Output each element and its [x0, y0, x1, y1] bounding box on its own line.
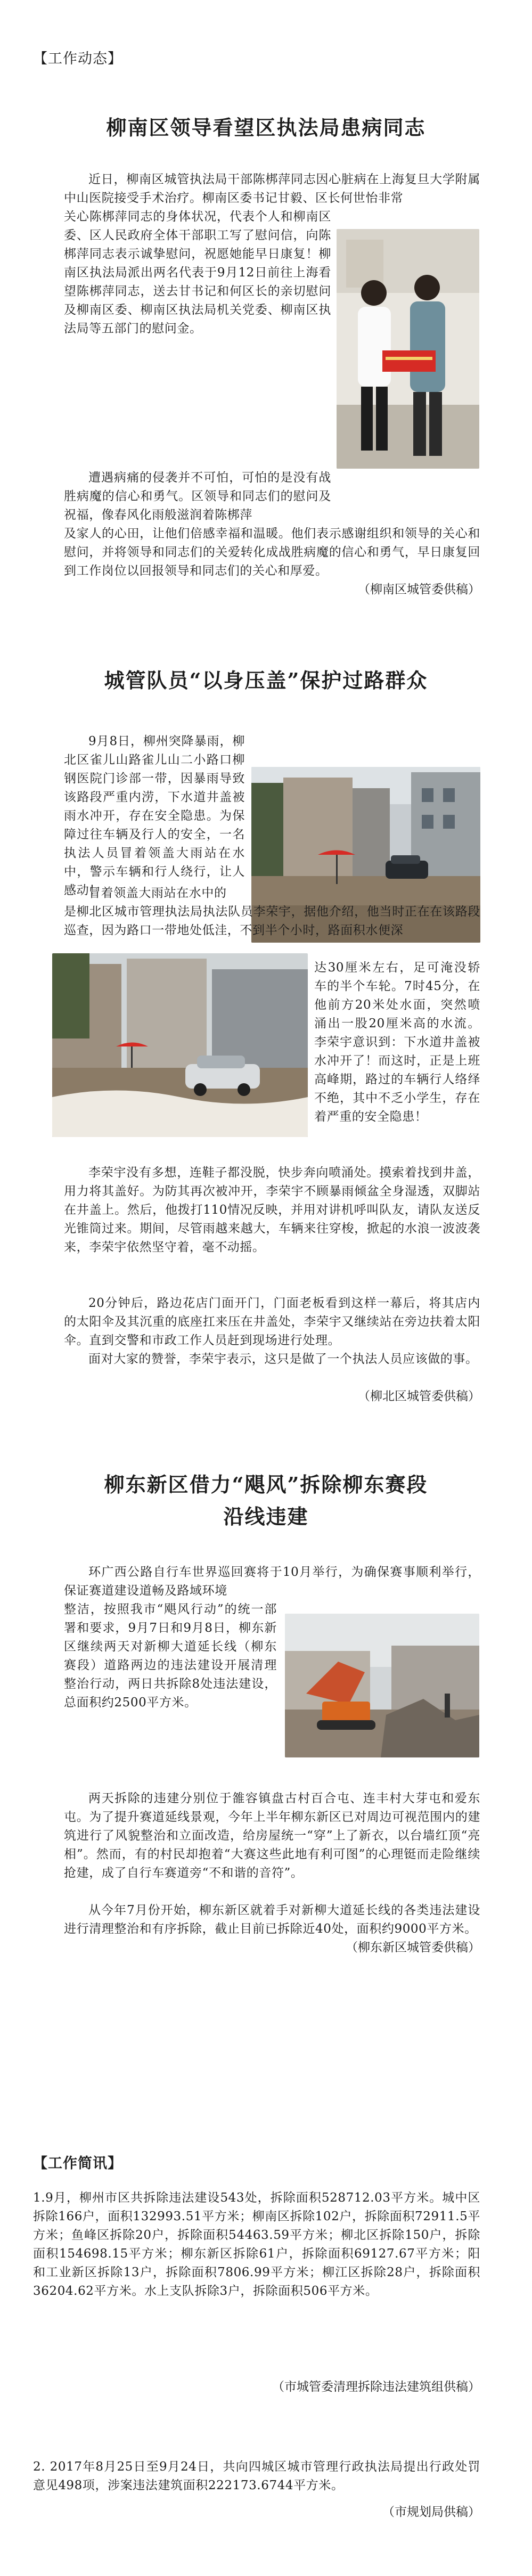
article1-paragraph2-side: 遭遇病痛的侵袭并不可怕，可怕的是没有战胜病魔的信心和勇气。区领导和同志们的慰问及祝福，像春风化雨般滋润着陈梆萍	[64, 471, 331, 522]
photo-excavator-demolition	[285, 1614, 479, 1757]
article1-title: 柳南区领导看望区执法局患病同志	[106, 116, 426, 140]
article1-paragraph1-top: 近日，柳南区城管执法局干部陈梆萍同志因心脏病在上海复旦大学附属中山医院接受手术治疗。柳南区委书记甘毅、区长何世怡非常	[64, 173, 480, 205]
article3-paragraph2: 两天拆除的违建分别位于雒容镇盘古村百合屯、连丰村大芽屯和爱东屯。为了提升赛道延线景观，今年上半年柳东新区已对周边可视范围内的建筑进行了风貌整治和立面改造，给房屋统一“穿”上了新衣，以台墙红顶“亮相”。然而，有的村民却抱着“大赛这些此地有利可图”的心理铤而走险继续抢建，成了自行车赛道旁“不和谐的音符”。	[64, 1792, 480, 1880]
article2-paragraph2-main: 是柳北区城市管理执法局执法队员李荣宇，据他介绍，他当时正在在该路段巡查，因为路口一带地处低洼，不到半个小时，路面积水便深	[64, 905, 480, 937]
article1-paragraph1-side: 关心陈梆萍同志的身体状况，代表个人和柳南区委、区人民政府全体干部职工写了慰问信，向陈梆萍同志表示诚挚慰问，祝愿她能早日康复！柳南区执法局派出两名代表于9月12日前往上海看望陈梆萍同志，送去甘书记和何区长的亲切慰问及柳南区委、柳南区执法局机关党委、柳南区执法局等五部门的慰问金。	[64, 210, 331, 336]
article2-credit: （柳北区城管委供稿）	[358, 1389, 480, 1403]
article1-paragraph2-bottom: 及家人的心田，让他们倍感幸福和温暖。他们表示感谢组织和领导的关心和慰问，并将领导和同志们的关爱转化成战胜病魔的信心和勇气，早日康复回到工作岗位以回报领导和同志们的关心和厚爱。	[64, 527, 480, 578]
article3-title-line1: 柳东新区借力“飓风”拆除柳东赛段	[104, 1473, 428, 1496]
article2-paragraph1: 9月8日，柳州突降暴雨，柳北区雀儿山路雀儿山二小路口柳钢医院门诊部一带，因暴雨导致该路段严重内涝，下水道井盖被雨水冲开，存在安全隐患。为保障过往车辆及行人的安全，一名执法人员冒着领盖大雨站在水中，警示车辆和行人绕行，让人感动！	[64, 734, 245, 897]
article2-paragraph5: 面对大家的赞誉，李荣宇表示，这只是做了一个执法人员应该做的事。	[88, 1352, 478, 1366]
brief-item-1: 1.9月，柳州市区共拆除违法建设543处，拆除面积528712.03平方米。城中区拆除166户，面积132993.51平方米；柳南区拆除102户，拆除面积72911.5平方米；鱼峰区拆除20户，拆除面积54463.59平方米；柳北区拆除150户，拆除面积154698.15平方米；柳东新区拆除61户，拆除面积69127.67平方米；阳和工业新区拆除13户，拆除面积7806.99平方米；柳江区拆除28户，拆除面积36204.62平方米。水上支队拆除3户，拆除面积506平方米。	[33, 2191, 480, 2298]
photo-flood-car	[52, 953, 308, 1137]
section-tag-briefs: 【工作简讯】	[33, 2155, 122, 2172]
brief-item-1-credit: （市城管委清理拆除违法建筑组供稿）	[272, 2380, 480, 2394]
article2-paragraph2-side: 达30厘米左右，足可淹没轿车的半个车轮。7时45分，在他前方20米处水面，突然喷涌出一股20厘米高的水流。李荣宇意识到：下水道井盖被水冲开了！而这时，正是上班高峰期，路过的车辆行人络绎不绝，其中不乏小学生，存在着严重的安全隐患！	[314, 961, 480, 1124]
article2-paragraph2-lead: 冒着领盖大雨站在水中的	[88, 886, 227, 900]
photo-officials-banner	[337, 229, 479, 469]
article1-credit: （柳南区城管委供稿）	[358, 583, 480, 596]
article3-credit: （柳东新区城管委供稿）	[346, 1941, 480, 1955]
article2-paragraph4: 20分钟后，路边花店门面开门，门面老板看到这样一幕后，将其店内的太阳伞及其沉重的底座扛来压在井盖处，李荣宇又继续站在旁边扶着太阳伞。直到交警和市政工作人员赶到现场进行处理。	[64, 1296, 480, 1347]
article3-title-line2: 沿线违建	[223, 1504, 309, 1528]
article2-paragraph3: 李荣宇没有多想，连鞋子都没脱，快步奔向喷涌处。摸索着找到井盖，用力将其盖好。为防其再次被冲开，李荣宇不顾暴雨倾盆全身湿透，双脚站在井盖上。然后，他拨打110情况反映，并用对讲机呼叫队友，请队友送反光锥筒过来。期间，尽管雨越来越大，车辆来往穿梭，掀起的水浪一波波袭来，李荣宇依然坚守着，毫不动摇。	[64, 1166, 480, 1254]
article2-title: 城管队员“以身压盖”保护过路群众	[104, 668, 428, 692]
article3-paragraph1-top: 环广西公路自行车世界巡回赛将于10月举行，为确保赛事顺利举行，保证赛道建设道畅及路域环境	[64, 1565, 480, 1598]
section-tag-work-news: 【工作动态】	[33, 51, 122, 67]
article3-paragraph3: 从今年7月份开始，柳东新区就着手对新柳大道延长线的各类违法建设进行清理整治和有序拆除，截止目前已拆除近40处，面积约9000平方米。	[64, 1903, 480, 1936]
brief-item-2: 2. 2017年8月25日至9月24日，共向四城区城市管理行政执法局提出行政处罚意见498项，涉案违法建筑面积222173.6744平方米。	[33, 2460, 480, 2492]
article3-paragraph1-side: 整洁，按照我市“飓风行动”的统一部署和要求，9月7日和9月8日，柳东新区继续两天对新柳大道延长线（柳东赛段）道路两边的违法建设开展清理整治行动，两日共拆除8处违法建设，总面积约2500平方米。	[64, 1602, 277, 1710]
brief-item-2-credit: （市规划局供稿）	[382, 2505, 480, 2519]
